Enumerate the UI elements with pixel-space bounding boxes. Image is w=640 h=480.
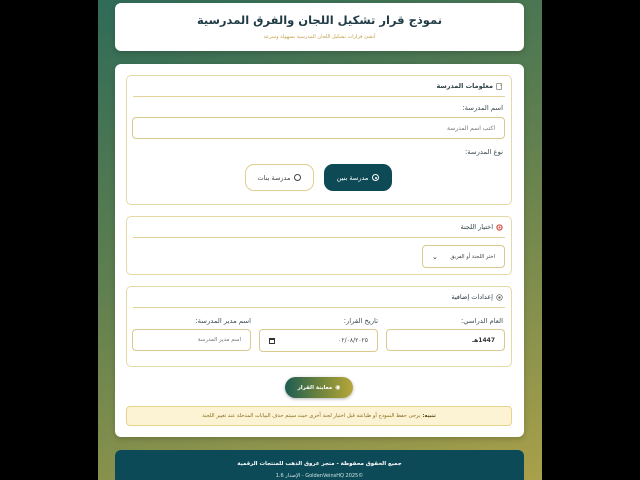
school-name-label: اسم المدرسة: [462,104,503,112]
radio-boys-label: مدرسة بنين [336,173,369,182]
warning-notice [126,406,512,426]
academic-year-value: 1447هـ [472,336,495,344]
calendar-icon[interactable] [269,338,275,344]
footer-copyright: جميع الحقوق محفوظة - متجر عروق الذهب للمنتجات الرقمية [237,461,402,467]
radio-girls-school[interactable] [245,164,314,191]
radio-selected-icon [372,174,379,181]
preview-decision-button[interactable] [285,377,353,398]
radio-unselected-icon [294,174,301,181]
section-divider [133,96,505,97]
committee-section [126,216,512,275]
extra-settings-header [451,293,503,301]
academic-year-label: العام الدراسي: [460,317,503,325]
committee-title: اختيار اللجنة [460,223,493,231]
page-title: نموذج قرار تشكيل اللجان والفرق المدرسية [196,13,443,27]
committee-header [460,223,503,231]
footer-version: ©2025 GoldenVeinsHQ - الإصدار 1.6 [275,473,364,479]
radio-girls-label: مدرسة بنات [257,173,291,182]
form-card [115,64,524,437]
school-name-input[interactable] [132,117,505,139]
principal-name-input[interactable] [132,329,251,351]
section-divider [133,237,505,238]
school-info-header [436,82,503,90]
committee-select-value: اختر اللجنة أو الفريق [450,253,495,260]
preview-button-label: معاينة القرار [297,384,333,391]
eye-icon: ◉ [335,384,341,391]
academic-year-input[interactable] [386,329,505,351]
chevron-down-icon: ⌄ [432,252,438,261]
memo-icon [496,83,503,90]
page-subtitle: أنشئ قرارات تشكيل اللجان المدرسية بسهولة وسرعة [263,34,376,40]
header-card [115,3,524,51]
decision-date-label: تاريخ القرار: [343,317,378,325]
principal-name-label: اسم مدير المدرسة: [195,317,251,325]
school-type-label: نوع المدرسة: [465,148,503,156]
school-info-section [126,75,512,205]
decision-date-input[interactable] [259,329,378,352]
target-icon [496,224,503,231]
page-background [98,0,542,480]
committee-select[interactable] [422,245,505,268]
extra-settings-section [126,286,512,367]
warning-title: تنبيه: [422,413,436,419]
decision-date-value: ٠٢/٠٨/٢٠٢٥ [338,337,368,344]
warning-text: يرجى حفظ النموذج أو طباعته قبل اختيار لجنة أخرى حيث سيتم حذف البيانات المدخلة عند تغيير اللجنة [202,413,421,419]
radio-boys-school[interactable] [324,164,392,191]
extra-settings-title: إعدادات إضافية [451,293,493,301]
school-info-title: معلومات المدرسة [436,82,493,90]
section-divider [133,307,505,308]
gear-icon [496,294,503,301]
footer [115,450,524,480]
